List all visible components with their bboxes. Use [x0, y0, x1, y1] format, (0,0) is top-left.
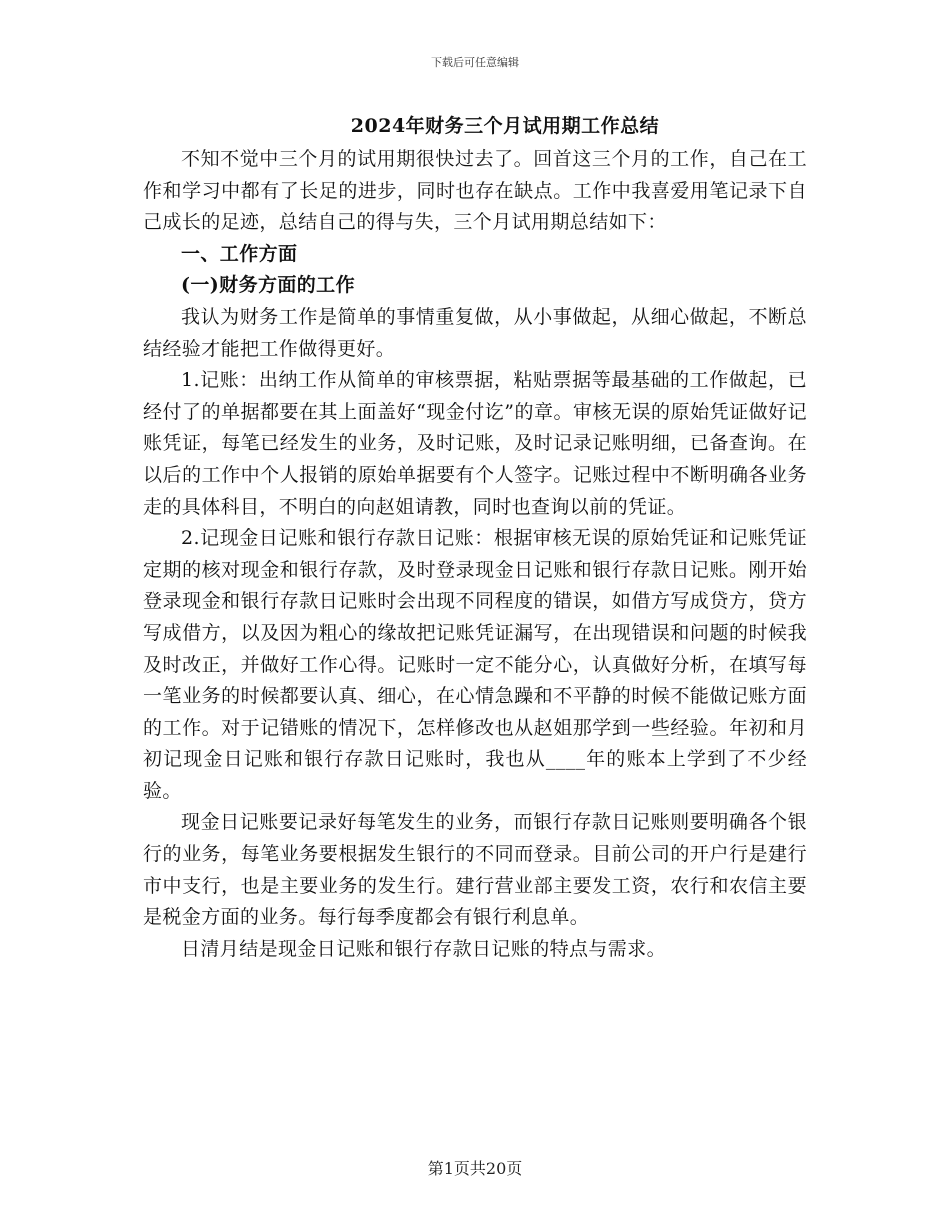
section-heading-work: 一、工作方面 — [181, 242, 298, 265]
bookkeeping-paragraph: 1.记账：出纳工作从简单的审核票据，粘贴票据等最基础的工作做起，已经付了的单据都要在其上面盖好“现金付讫”的章。审核无误的原始凭证做好记账凭证，每笔已经发生的业务，及时记账，及时记录记账明细，已备查询。在以后的工作中个人报销的原始单据要有个人签字。记账过程中不断明确各业务走的具体科目，不明白的向赵姐请教，同时也查询以前的凭证。 — [143, 369, 807, 518]
header-note: 下载后可任意编辑 — [431, 56, 519, 69]
daily-settlement-paragraph: 日清月结是现金日记账和银行存款日记账的特点与需求。 — [181, 937, 667, 960]
page-number: 第1页共20页 — [427, 1159, 523, 1178]
cash-journal-paragraph: 现金日记账要记录好每笔发生的业务，而银行存款日记账则要明确各个银行的业务，每笔业务要根据发生银行的不同而登录。目前公司的开户行是建行市中支行，也是主要业务的发生行。建行营业部主要发工资，农行和农信主要是税金方面的业务。每行每季度都会有银行利息单。 — [143, 811, 807, 929]
subsection-heading-finance: (一)财务方面的工作 — [181, 274, 355, 297]
document-title: 2024年财务三个月试用期工作总结 — [350, 115, 660, 137]
journal-paragraph: 2.记现金日记账和银行存款日记账：根据审核无误的原始凭证和记账凭证定期的核对现金和银行存款，及时登录现金日记账和银行存款日记账。刚开始登录现金和银行存款日记账时会出现不同程度的错误，如借方写成贷方，贷方写成借方，以及因为粗心的缘故把记账凭证漏写，在出现错误和问题的时候我及时改正，并做好工作心得。记账时一定不能分心，认真做好分析，在填写每一笔业务的时候都要认真、细心，在心情急躁和不平静的时候不能做记账方面的工作。对于记错账的情况下，怎样修改也从赵姐那学到一些经验。年初和月初记现金日记账和银行存款日记账时，我也从____年的账本上学到了不少经验。 — [143, 527, 807, 802]
intro-paragraph: 不知不觉中三个月的试用期很快过去了。回首这三个月的工作，自己在工作和学习中都有了长足的进步，同时也存在缺点。工作中我喜爱用笔记录下自己成长的足迹，总结自己的得与失，三个月试用期总结如下： — [143, 148, 807, 234]
belief-paragraph: 我认为财务工作是简单的事情重复做，从小事做起，从细心做起，不断总结经验才能把工作做得更好。 — [143, 305, 807, 360]
document-body — [143, 108, 807, 965]
